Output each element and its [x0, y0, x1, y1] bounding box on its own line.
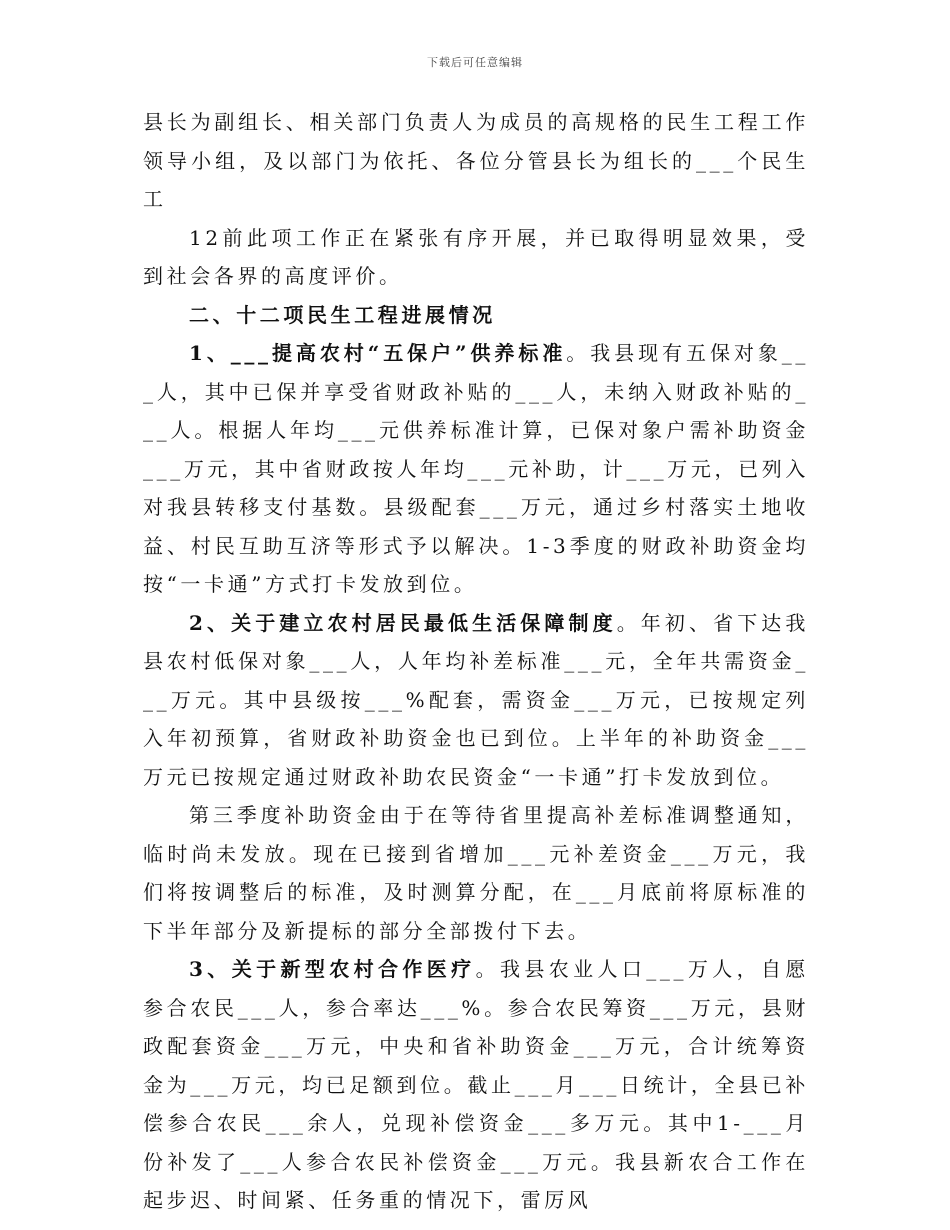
item-1-title: 1、___提高农村“五保户”供养标准: [189, 341, 567, 365]
paragraph-item-2: [143, 604, 809, 797]
item-1-text: 。我县现有五保对象___人，其中已保并享受省财政补贴的___人，未纳入财政补贴的___人。根据人年均___元供养标准计算，已保对象户需补助资金___万元，其中省财政按人年均___元补助，计___万元，已列入对我县转移支付基数。县级配套___万元，通过乡村落实土地收益、村民互助互济等形式予以解决。1-3季度的财政补助资金均按“一卡通”方式打卡发放到位。: [143, 341, 809, 596]
document-body: [143, 103, 809, 1220]
item-2-text: 。年初、省下达我县农村低保对象___人，人年均补差标准___元，全年共需资金___万元。其中县级按___%配套，需资金___万元，已按规定列入年初预算，省财政补助资金也已到位。上半年的补助资金___万元已按规定通过财政补助农民资金“一卡通”打卡发放到位。: [143, 610, 809, 789]
page-header: 下载后可任意编辑: [427, 56, 523, 69]
item-3-title: 3、关于新型农村合作医疗: [189, 957, 476, 981]
item-2-title: 2、关于建立农村居民最低生活保障制度: [189, 610, 617, 635]
paragraph-item-3: [143, 950, 809, 1220]
paragraph-1-continued: 县长为副组长、相关部门负责人为成员的高规格的民生工程工作领导小组，及以部门为依托、各位分管县长为组长的___个民生工: [143, 110, 809, 211]
paragraph-third-quarter: 第三季度补助资金由于在等待省里提高补差标准调整通知，临时尚未发放。现在已接到省增加___元补差资金___万元，我们将按调整后的标准，及时测算分配，在___月底前将原标准的下半年部分及新提标的部分全部拨付下去。: [143, 803, 809, 943]
paragraph-item-1: [143, 334, 809, 604]
item-3-text: 。我县农业人口___万人，自愿参合农民___人，参合率达___%。参合农民筹资___万元，县财政配套资金___万元，中央和省补助资金___万元，合计统筹资金为___万元，均已足额到位。截止___月___日统计，全县已补偿参合农民___余人，兑现补偿资金___多万元。其中1-___月份补发了___人参合农民补偿资金___万元。我县新农合工作在起步迟、时间紧、任务重的情况下，雷厉风: [143, 957, 809, 1212]
paragraph-2: 12前此项工作正在紧张有序开展，并已取得明显效果，受到社会各界的高度评价。: [143, 225, 809, 288]
section-heading: 二、十二项民生工程进展情况: [189, 302, 496, 327]
